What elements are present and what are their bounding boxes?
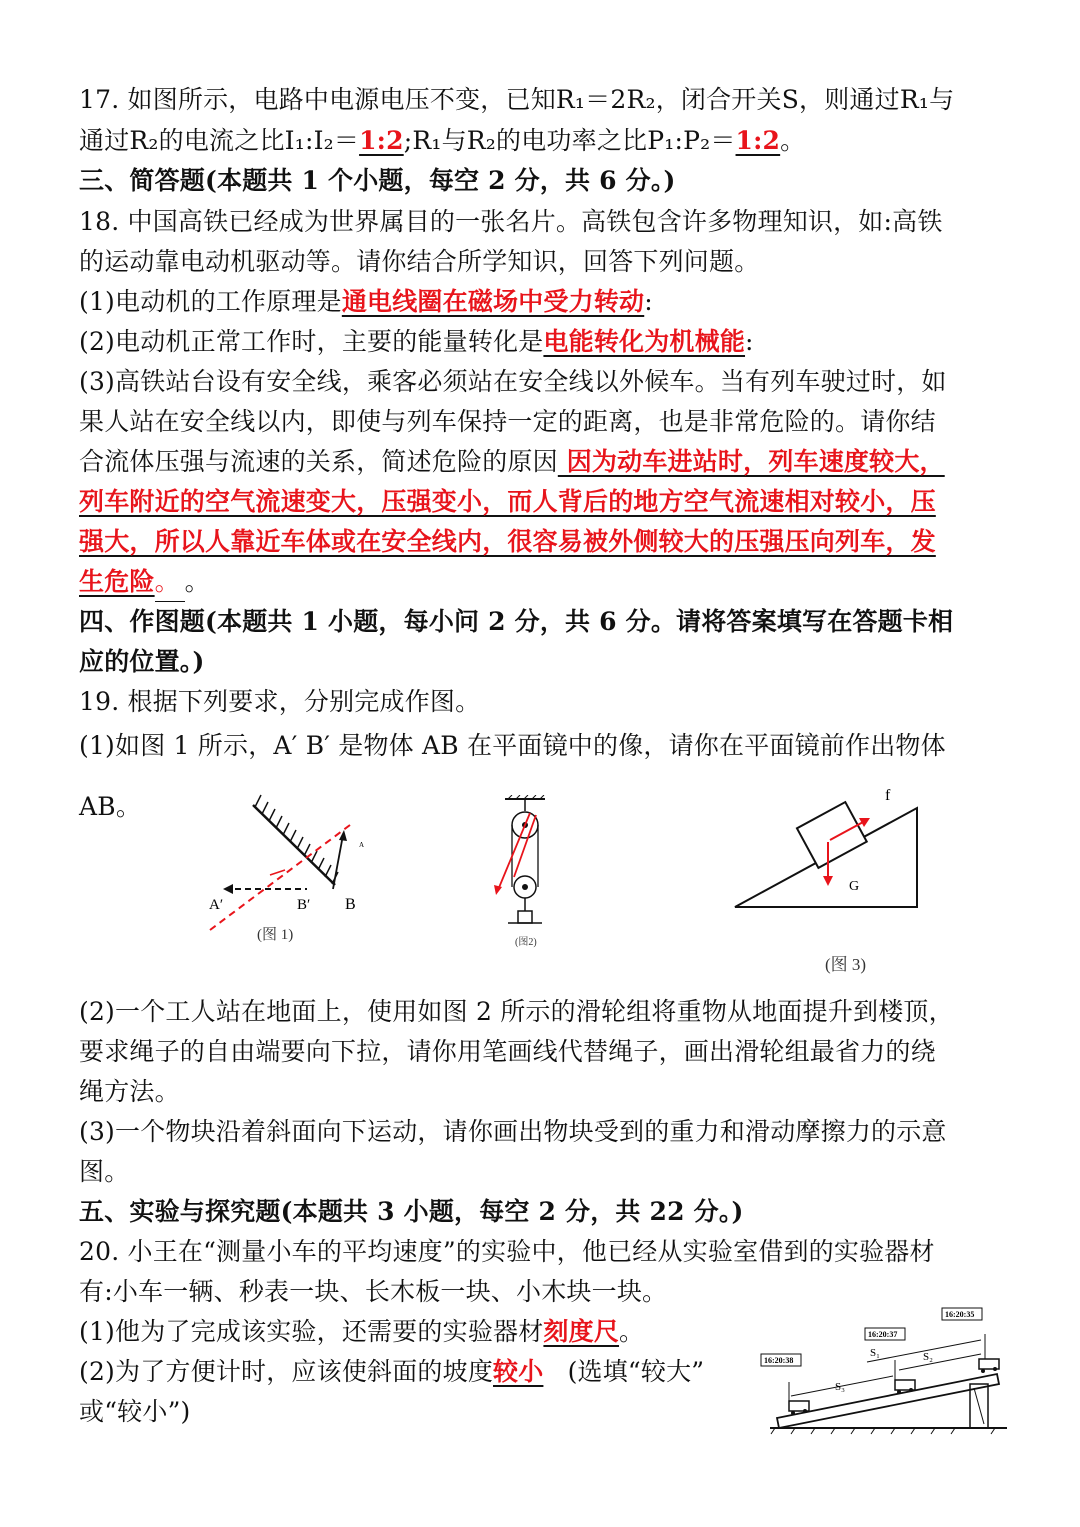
q19-part3-line1: (3)一个物块沿着斜面向下运动，请你画出物块受到的重力和滑动摩擦力的示意 (79, 1117, 947, 1146)
q20-part2-answer: 较小 (493, 1357, 544, 1386)
figure-q20-timer-2: 16:20:37 (868, 1330, 898, 1339)
figure-1-label-a: A (359, 841, 365, 849)
q18-part1-end: : (644, 287, 653, 316)
q20-part1-end: 。 (619, 1317, 645, 1346)
q19-part2-line1: (2)一个工人站在地面上，使用如图 2 所示的滑轮组将重物从地面提升到楼顶， (79, 997, 954, 1026)
q19-part2-line3: 绳方法。 (79, 1077, 180, 1106)
q18-part1-answer: 通电线圈在磁场中受力转动 (341, 287, 645, 316)
figure-q20-label-s1: S₁ (870, 1347, 880, 1359)
q20-line1: 20. 小王在“测量小车的平均速度”的实验中，他已经从实验室借到的实验器材 (79, 1237, 935, 1266)
q18-part3-line1: (3)高铁站台设有安全线，乘客必须站在安全线以外候车。当有列车驶过时，如 (79, 367, 947, 396)
figure-3-caption: (图 3) (825, 955, 867, 974)
q20-line2: 有:小车一辆、秒表一块、长木板一块、小木块一块。 (79, 1277, 668, 1306)
q19-line1: 19. 根据下列要求，分别完成作图。 (79, 687, 481, 716)
section-4-heading-line1: 四、作图题(本题共 1 小题，每小问 2 分，共 6 分。请将答案填写在答题卡相 (79, 607, 954, 636)
q18-part3-answer-3: 强大，所以人靠近车体或在安全线内，很容易被外侧较大的压强压向列车，发 (79, 527, 936, 556)
q18-line2: 的运动靠电动机驱动等。请你结合所学知识，回答下列问题。 (79, 247, 760, 276)
q20-part2-line2: 或“较小”) (79, 1397, 191, 1426)
q18-part3-text: 合流体压强与流速的关系，简述危险的原因 (79, 447, 558, 476)
q18-part3-answer-1: 因为动车进站时，列车速度较大， (557, 447, 945, 476)
q18-part1 (79, 283, 653, 321)
figure-q20-label-s3: S₃ (835, 1381, 845, 1393)
q18-part3-answer-4-end: 。 (155, 563, 185, 602)
figure-q20-timer-3: 16:20:35 (945, 1310, 975, 1319)
q17-answer-current-ratio: 1:2 (359, 126, 404, 155)
q17-line1: 17. 如图所示，电路中电源电压不变，已知R₁＝2R₂，闭合开关S，则通过R₁与 (79, 85, 955, 114)
q18-line1: 18. 中国高铁已经成为世界属目的一张名片。高铁包含许多物理知识，如:高铁 (79, 207, 943, 236)
figure-1-label-a-prime: A′ (209, 897, 224, 913)
figure-2-caption: (图2) (515, 937, 537, 948)
q19-part3-line2: 图。 (79, 1157, 130, 1186)
q17-text-a: 通过R₂的电流之比I₁:I₂＝ (79, 126, 360, 155)
q20-part2-options: (选填“较大” (559, 1357, 705, 1386)
section-5-heading: 五、实验与探究题(本题共 3 小题，每空 2 分，共 22 分。) (79, 1197, 744, 1226)
figure-1-label-b: B (345, 896, 356, 913)
q18-part3-answer-2: 列车附近的空气流速变大，压强变小，而人背后的地方空气流速相对较小，压 (79, 487, 936, 516)
q18-part2-end: : (745, 327, 754, 356)
q17-line2 (79, 122, 805, 160)
q19-part2-line2: 要求绳子的自由端要向下拉，请你用笔画线代替绳子，画出滑轮组最省力的绕 (79, 1037, 936, 1066)
q20-part1 (79, 1313, 644, 1351)
q18-part3-line4 (79, 483, 936, 521)
figure-3-label-f: f (885, 787, 891, 804)
figure-3-incline (725, 780, 935, 980)
q19-part1-line2: AB。 (79, 792, 142, 821)
figure-1-label-b-prime: B′ (297, 897, 311, 913)
figure-2-pulley-system (490, 795, 560, 955)
q18-part3-line5 (79, 523, 936, 561)
q17-answer-power-ratio: 1:2 (735, 126, 781, 155)
section-4-heading-line2: 应的位置。) (79, 647, 205, 676)
q20-part2-text: (2)为了方便计时，应该使斜面的坡度 (79, 1357, 494, 1386)
q18-part3-line2: 果人站在安全线以内，即使与列车保持一定的距离，也是非常危险的。请你结 (79, 407, 936, 436)
q17-text-b: ;R₁与R₂的电功率之比P₁:P₂＝ (403, 126, 736, 155)
q18-part1-text: (1)电动机的工作原理是 (79, 287, 342, 316)
figure-1-caption: (图 1) (257, 927, 294, 943)
q18-part3-line3 (79, 443, 945, 481)
q18-part2 (79, 323, 754, 361)
q20-part2 (79, 1353, 704, 1391)
q20-part1-answer: 刻度尺 (543, 1317, 620, 1346)
figure-q20-label-s2: S₂ (923, 1351, 933, 1363)
figure-1-plane-mirror (195, 785, 385, 950)
q20-part1-text: (1)他为了完成该实验，还需要的实验器材 (79, 1317, 544, 1346)
q18-part3-line6 (79, 563, 210, 602)
q18-part3-end: 。 (184, 567, 210, 596)
q18-part2-answer: 电能转化为机械能 (543, 327, 746, 356)
q17-text-c: 。 (780, 126, 806, 155)
figure-q20-incline-timers (755, 1300, 1015, 1440)
figure-q20-timer-1: 16:20:38 (764, 1356, 794, 1365)
q18-part3-answer-4: 生危险 (79, 567, 155, 596)
section-3-heading: 三、简答题(本题共 1 个小题，每空 2 分，共 6 分。) (79, 166, 676, 195)
q18-part2-text: (2)电动机正常工作时，主要的能量转化是 (79, 327, 544, 356)
q19-part1-line1: (1)如图 1 所示，A′ B′ 是物体 AB 在平面镜中的像，请你在平面镜前作出物体 (79, 731, 946, 760)
figure-3-label-g: G (849, 879, 860, 894)
